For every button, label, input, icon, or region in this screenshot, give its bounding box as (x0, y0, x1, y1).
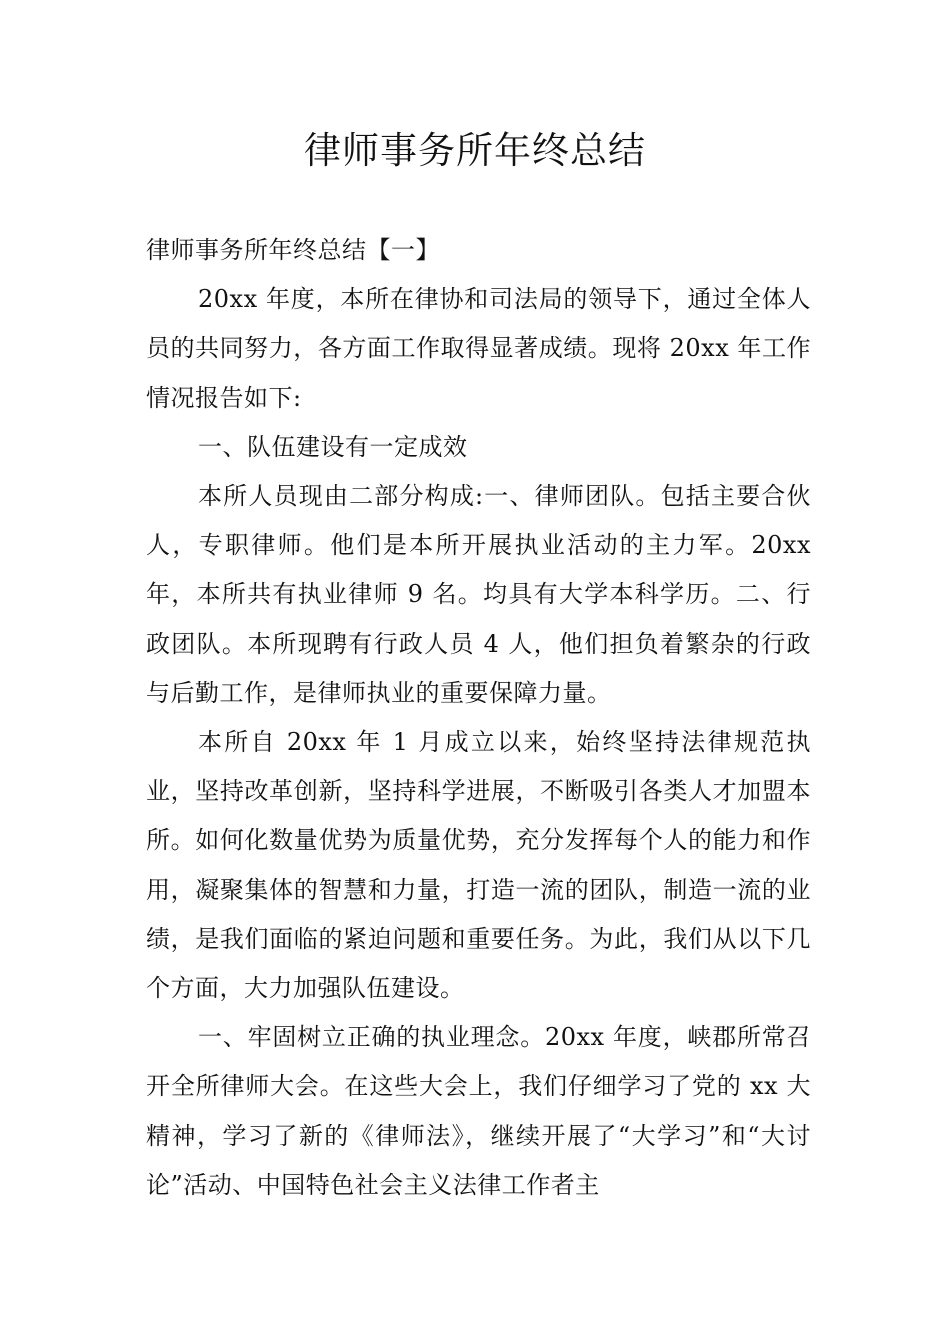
section-heading: 律师事务所年终总结【一】 (146, 236, 440, 264)
paragraph-staff-composition: 本所人员现由二部分构成:一、律师团队。包括主要合伙人，专职律师。他们是本所开展执业活动的主力军。20xx 年，本所共有执业律师 9 名。均具有大学本科学历。二、行政团队。本所现聘有行政人员 4 人，他们担负着繁杂的行政与后勤工作，是律师执业的重要保障力量。 (146, 482, 811, 707)
paragraph-intro: 20xx 年度，本所在律协和司法局的领导下，通过全体人员的共同努力，各方面工作取得显著成绩。现将 20xx 年工作情况报告如下: (146, 285, 811, 412)
paragraph-heading-team: 一、队伍建设有一定成效 (198, 432, 468, 461)
paragraph-practice-philosophy: 一、牢固树立正确的执业理念。20xx 年度，峡郡所常召开全所律师大会。在这些大会上，我们仔细学习了党的 xx 大精神，学习了新的《律师法》，继续开展了“大学习”和“大讨论”活动、中国特色社会主义法律工作者主 (146, 1023, 811, 1199)
document-body (146, 226, 811, 1210)
paragraph-team-building: 本所自 20xx 年 1 月成立以来，始终坚持法律规范执业，坚持改革创新，坚持科学进展，不断吸引各类人才加盟本所。如何化数量优势为质量优势，充分发挥每个人的能力和作用，凝聚集体的智慧和力量，打造一流的团队，制造一流的业绩，是我们面临的紧迫问题和重要任务。为此，我们从以下几个方面，大力加强队伍建设。 (146, 728, 811, 1003)
document-title: 律师事务所年终总结 (304, 129, 646, 172)
